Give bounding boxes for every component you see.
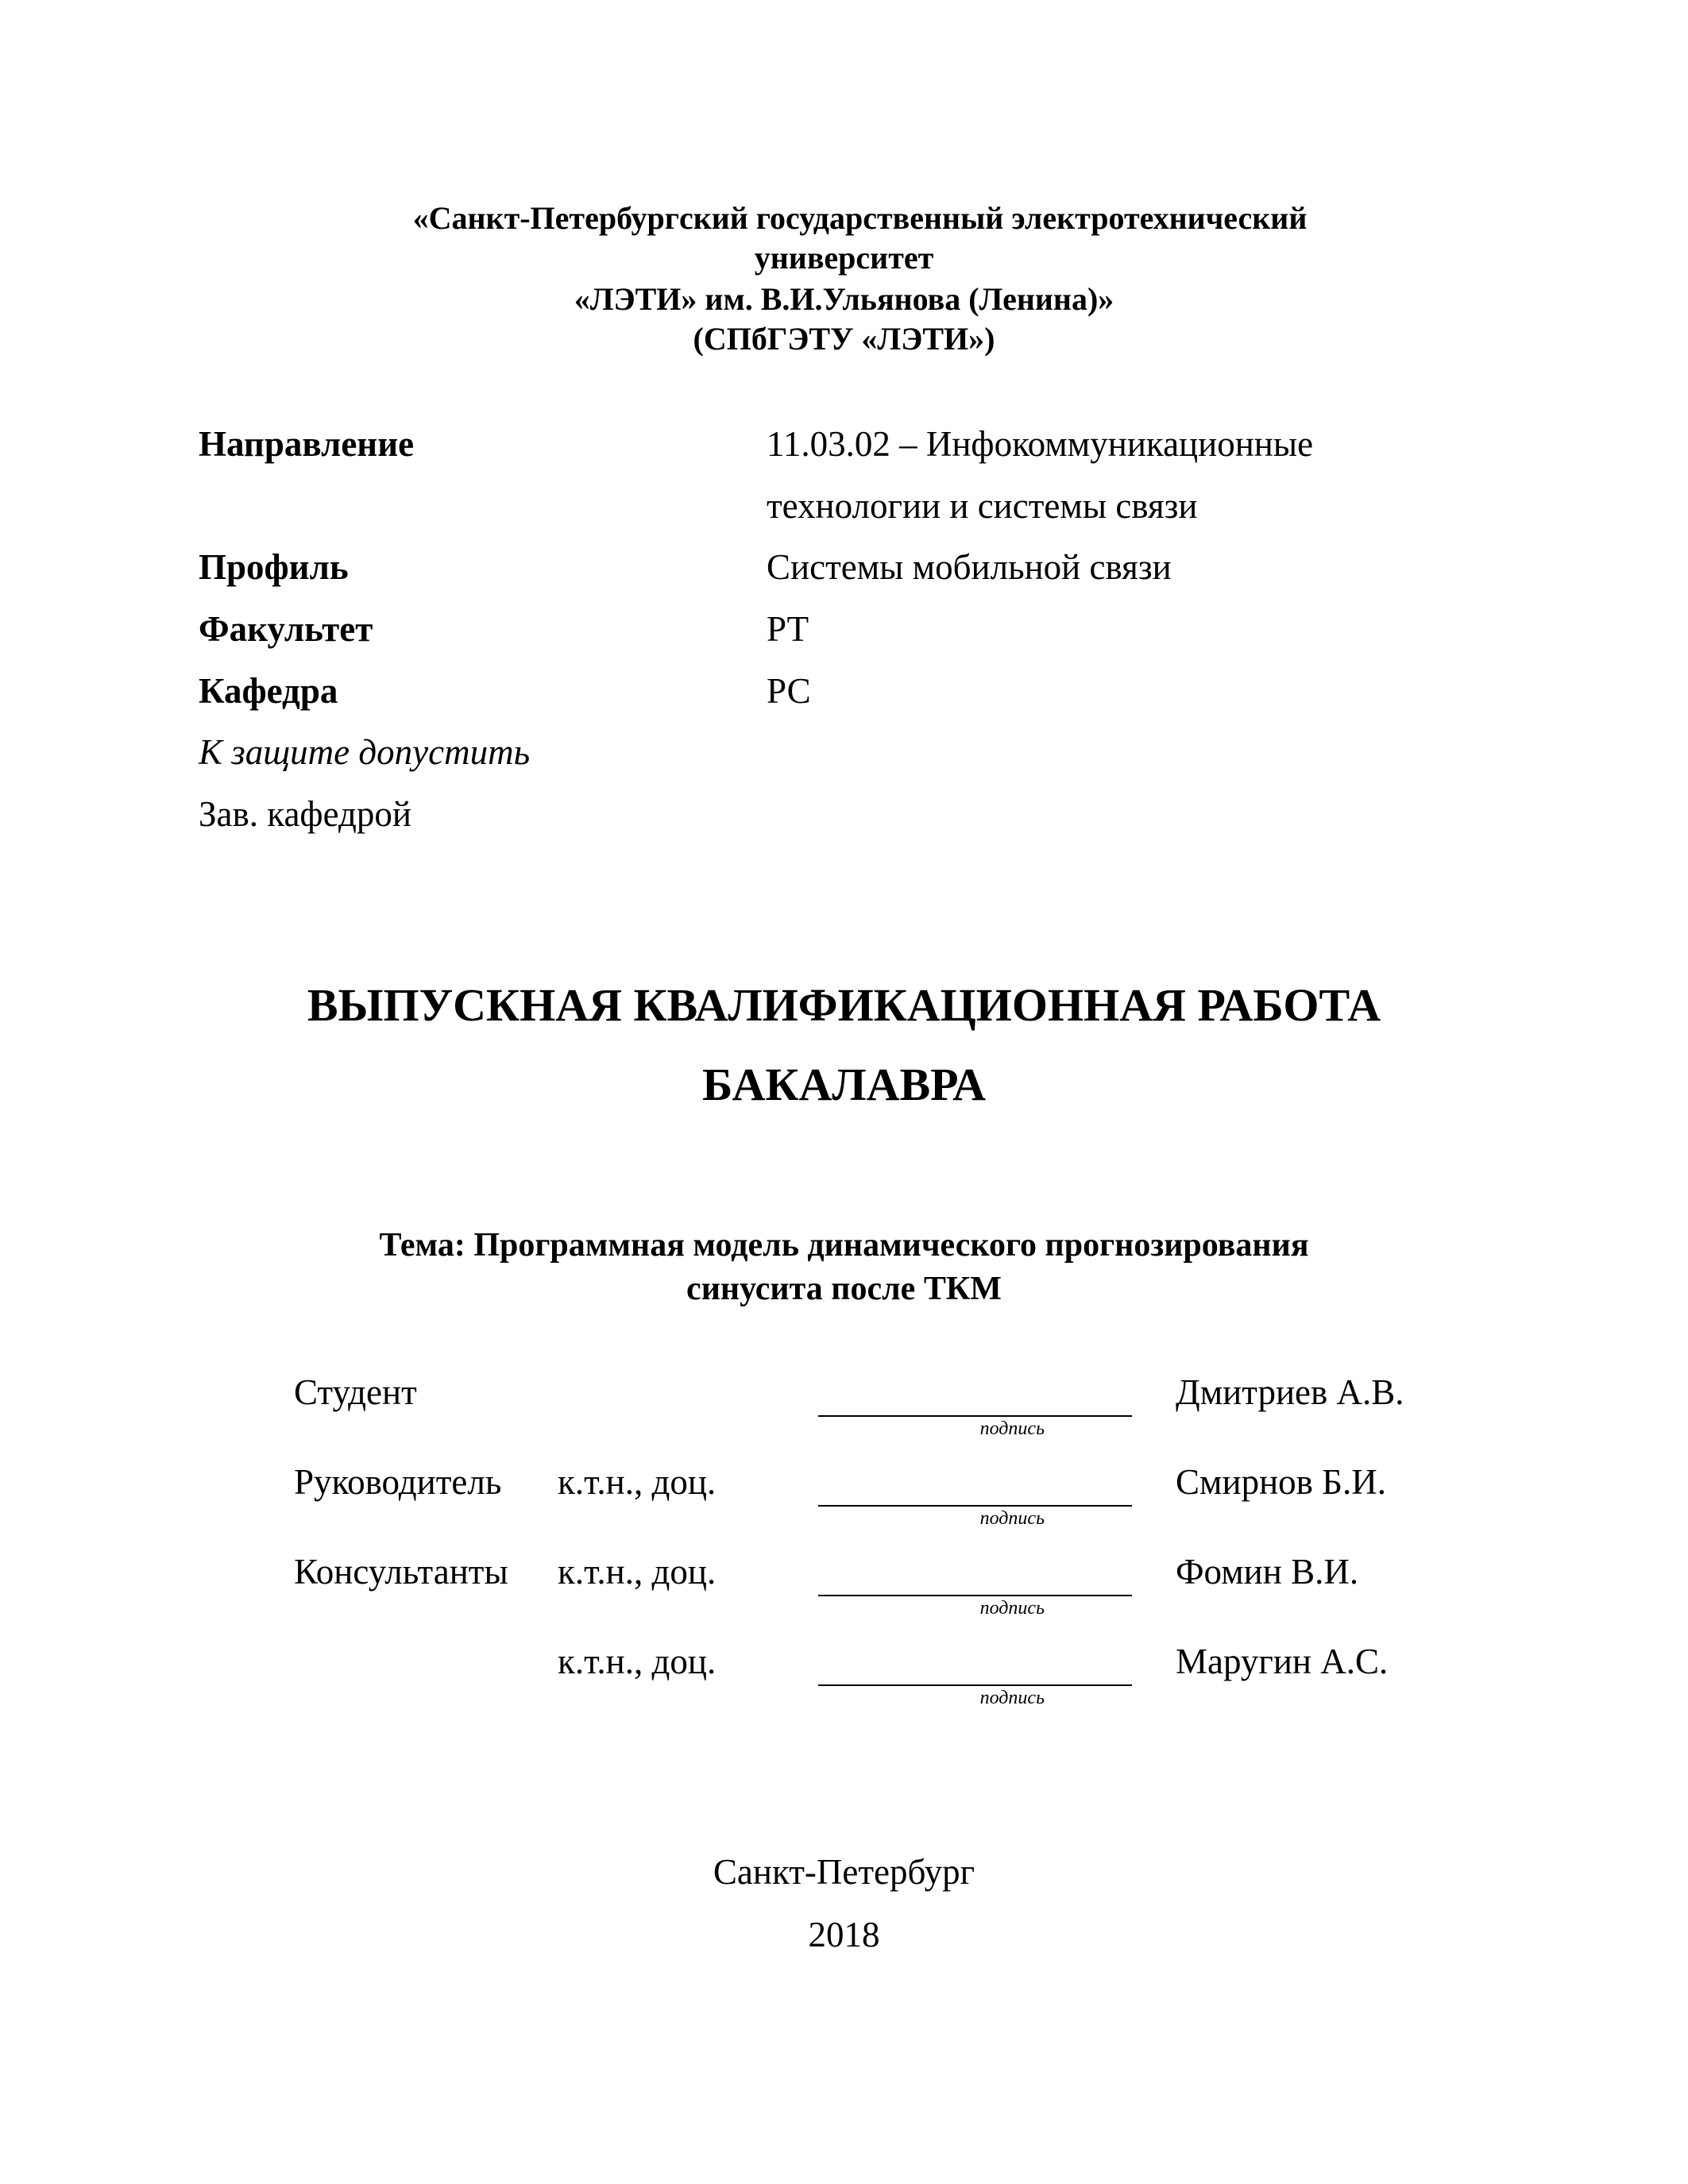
document-title-line-2: БАКАЛАВРА: [701, 1059, 987, 1110]
head-of-department-label: Зав. кафедрой: [199, 794, 411, 834]
signature-caption: подпись: [979, 1598, 1045, 1619]
profile-value: Системы мобильной связи: [767, 547, 1172, 587]
university-name-line-2: университет: [754, 240, 934, 276]
signature-caption: подпись: [979, 1688, 1045, 1708]
admit-to-defense-label: К защите допустить: [199, 732, 531, 772]
signature-role: Руководитель: [294, 1462, 502, 1502]
signature-degree: к.т.н., доц.: [558, 1462, 717, 1502]
signature-caption: подпись: [979, 1508, 1045, 1529]
signature-degree: к.т.н., доц.: [558, 1642, 717, 1681]
signature-role: Консультанты: [294, 1552, 508, 1592]
signature-name: Смирнов Б.И.: [1176, 1462, 1386, 1502]
university-abbreviation: (СПбГЭТУ «ЛЭТИ»): [693, 321, 995, 357]
department-label: Кафедра: [199, 671, 338, 711]
signature-caption: подпись: [979, 1418, 1045, 1439]
university-name-line-1: «Санкт-Петербургский государственный электротехнический: [412, 200, 1308, 236]
signature-degree: к.т.н., доц.: [558, 1552, 717, 1592]
university-name-line-3: «ЛЭТИ» им. В.И.Ульянова (Ленина)»: [574, 281, 1114, 317]
topic-line-2: синусита после ТКМ: [686, 1271, 1002, 1307]
direction-label: Направление: [199, 424, 415, 464]
signature-role: Студент: [294, 1372, 417, 1412]
direction-value-line-2: технологии и системы связи: [767, 486, 1198, 526]
topic-line-1: Тема: Программная модель динамического прогнозирования: [379, 1227, 1309, 1264]
department-value: РС: [767, 671, 811, 711]
year: 2018: [808, 1915, 880, 1954]
signature-line: [818, 1595, 1132, 1596]
signature-line: [818, 1505, 1132, 1507]
signature-name: Фомин В.И.: [1176, 1552, 1359, 1592]
faculty-label: Факультет: [199, 609, 373, 649]
signature-line: [818, 1684, 1132, 1686]
signature-line: [818, 1415, 1132, 1417]
profile-label: Профиль: [199, 547, 349, 587]
faculty-value: РТ: [767, 609, 809, 649]
signature-name: Маругин А.С.: [1176, 1642, 1389, 1681]
signature-name: Дмитриев А.В.: [1176, 1372, 1404, 1412]
direction-value-line-1: 11.03.02 – Инфокоммуникационные: [767, 424, 1314, 464]
city: Санкт-Петербург: [713, 1852, 975, 1892]
document-title-line-1: ВЫПУСКНАЯ КВАЛИФИКАЦИОННАЯ РАБОТА: [307, 979, 1381, 1031]
